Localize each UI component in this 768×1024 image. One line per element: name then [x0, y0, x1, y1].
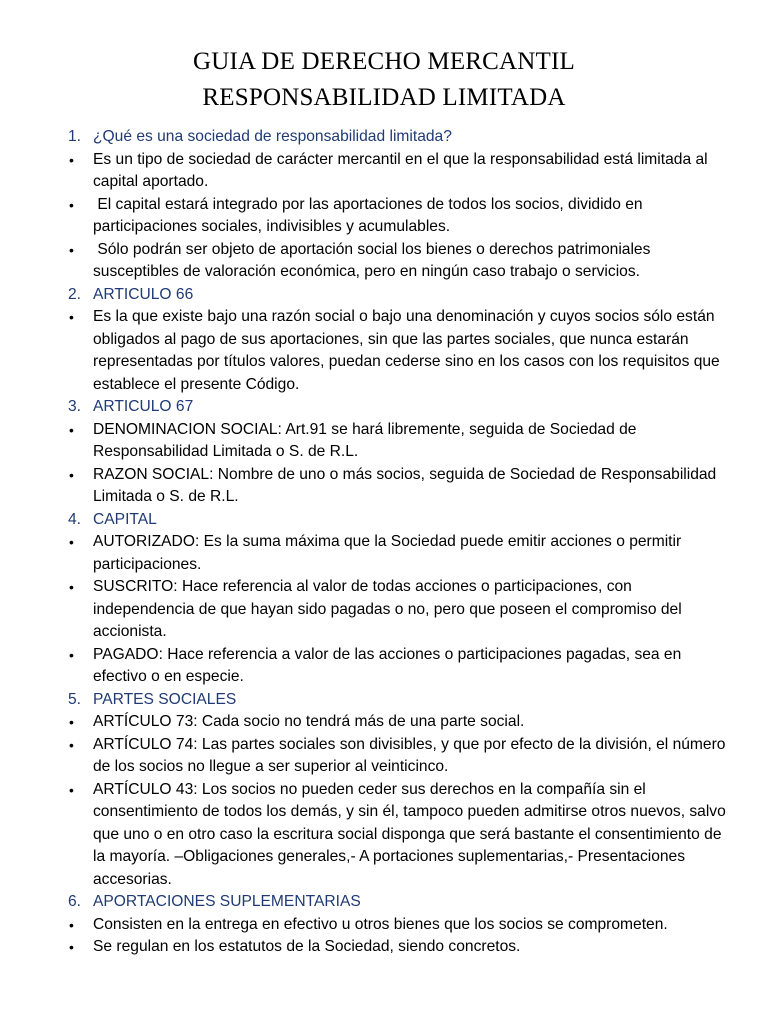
- bullet-text: Es un tipo de sociedad de carácter mercantil en el que la responsabilidad está limitada al capital aportado.: [93, 150, 712, 190]
- bullet-text: Consisten en la entrega en efectivo u otros bienes que los socios se comprometen.: [93, 915, 668, 933]
- section-heading-text: APORTACIONES SUPLEMENTARIAS: [93, 893, 361, 910]
- bullet-icon: •: [69, 151, 74, 168]
- bullet-text: SUSCRITO: Hace referencia al valor de todas acciones o participaciones, con independencia de que hayan sido pagadas o no, pero que poseen el compromiso del accionista.: [93, 578, 687, 640]
- section-number: 4.: [68, 510, 82, 528]
- section-number: 5.: [68, 690, 82, 708]
- section-heading: [68, 891, 728, 914]
- bullet-icon: •: [69, 534, 74, 550]
- bullet-text: Es la que existe bajo una razón social o bajo una denominación y cuyos socios sólo están obligados al pago de sus aportaciones, sin que las partes sociales, que nunca estarán representadas por títulos valores, puedan cederse sino en los casos con los requisitos que establece el presente Código.: [93, 308, 725, 393]
- bullet-icon: •: [69, 736, 74, 753]
- bullet-item: [68, 936, 728, 959]
- section-heading-text: ARTICULO 67: [93, 398, 194, 415]
- section-number: 1.: [68, 128, 82, 145]
- bullet-item: [68, 531, 728, 576]
- section-heading: [68, 689, 728, 712]
- bullet-item: [68, 644, 728, 689]
- bullet-icon: •: [69, 916, 74, 933]
- bullet-text: Sólo podrán ser objeto de aportación social los bienes o derechos patrimoniales susceptibles de valoración económica, pero en ningún caso trabajo o servicios.: [93, 240, 655, 280]
- bullet-text: DENOMINACION SOCIAL: Art.91 se hará libremente, seguida de Sociedad de Responsabilidad Limitada o S. de R.L.: [93, 420, 641, 460]
- bullet-icon: •: [69, 714, 74, 730]
- bullet-item: [68, 711, 728, 734]
- bullet-icon: •: [69, 466, 74, 483]
- section-heading-text: CAPITAL: [93, 510, 157, 528]
- bullet-item: [68, 306, 728, 396]
- bullet-item: [68, 914, 728, 937]
- document-body: [68, 126, 731, 959]
- bullet-text: ARTÍCULO 74: Las partes sociales son divisibles, y que por efecto de la división, el número de los socios no llegue a ser superior al veinticinco.: [93, 735, 730, 775]
- bullet-text: ARTÍCULO 73: Cada socio no tendrá más de una parte social.: [93, 713, 525, 730]
- bullet-icon: •: [69, 646, 74, 663]
- section-number: 2.: [68, 285, 82, 303]
- section-heading: [68, 396, 728, 419]
- bullet-text: Se regulan en los estatutos de la Sociedad, siendo concretos.: [93, 938, 521, 955]
- bullet-icon: •: [69, 421, 74, 438]
- bullet-icon: •: [69, 939, 74, 955]
- bullet-text: PAGADO: Hace referencia a valor de las acciones o participaciones pagadas, sea en efectivo o en especie.: [93, 645, 686, 685]
- bullet-icon: •: [69, 579, 74, 595]
- bullet-item: [68, 576, 728, 644]
- document-title: GUIA DE DERECHO MERCANTIL: [192, 48, 576, 75]
- bullet-icon: •: [69, 196, 74, 213]
- bullet-item: [68, 149, 728, 194]
- bullet-text: ARTÍCULO 43: Los socios no pueden ceder sus derechos en la compañía sin el consentimiento de todos los demás, y sin él, tampoco pueden admitirse otros nuevos, salvo que uno o en otro caso la escritura social disponga que será bastante el consentimiento de la mayoría. –Obligaciones generales,- A portaciones suplementarias,- Presentaciones accesorias.: [93, 780, 731, 888]
- section-heading-text: ¿Qué es una sociedad de responsabilidad limitada?: [93, 128, 452, 145]
- bullet-item: [68, 239, 728, 284]
- section-heading: [68, 284, 728, 307]
- bullet-text: RAZON SOCIAL: Nombre de uno o más socios, seguida de Sociedad de Responsabilidad Limitada o S. de R.L.: [93, 465, 721, 505]
- bullet-icon: •: [69, 309, 74, 325]
- bullet-item: [68, 779, 731, 892]
- section-heading-text: PARTES SOCIALES: [93, 690, 237, 708]
- bullet-item: [68, 194, 728, 239]
- section-heading-text: ARTICULO 66: [93, 285, 194, 303]
- bullet-item: [68, 734, 728, 779]
- bullet-item: [68, 419, 728, 464]
- bullet-icon: •: [69, 781, 74, 798]
- section-number: 6.: [68, 893, 82, 910]
- bullet-icon: •: [69, 241, 74, 258]
- bullet-item: [68, 464, 728, 509]
- bullet-text: AUTORIZADO: Es la suma máxima que la Sociedad puede emitir acciones o permitir participaciones.: [93, 533, 686, 573]
- bullet-text: El capital estará integrado por las aportaciones de todos los socios, dividido en participaciones sociales, indivisibles y acumulables.: [93, 195, 647, 235]
- section-number: 3.: [68, 398, 82, 415]
- section-heading: [68, 126, 728, 149]
- document-subtitle: RESPONSABILIDAD LIMITADA: [202, 84, 566, 111]
- section-heading: [68, 509, 728, 532]
